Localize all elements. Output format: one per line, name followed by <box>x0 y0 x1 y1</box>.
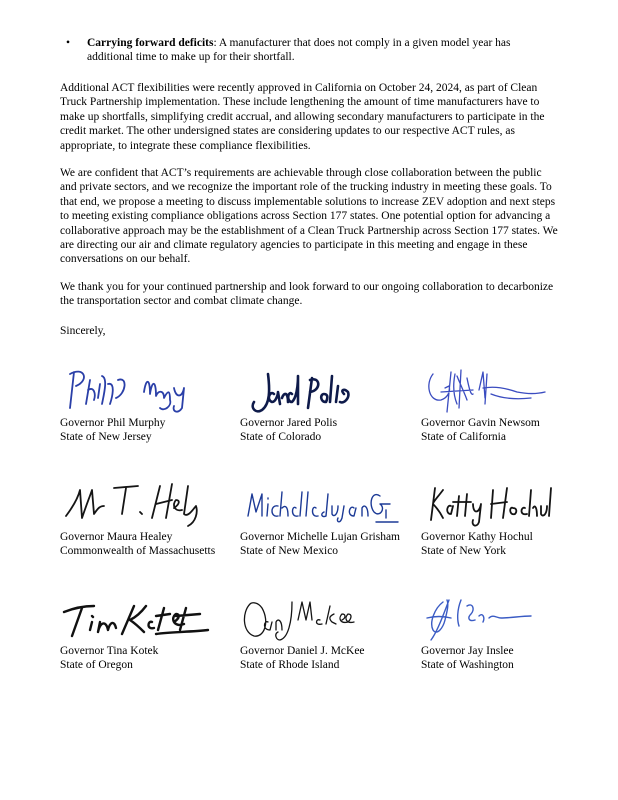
signature-block-kotek <box>60 592 240 673</box>
signatory-name: Governor Maura Healey <box>60 531 173 543</box>
signatory-state: State of Washington <box>421 659 514 672</box>
bullet-body: : A manufacturer that does not comply in a given model year has additional time to make up for their shortfall. <box>87 37 511 63</box>
signature-block-lujan-grisham <box>240 478 420 559</box>
signature-block-murphy <box>60 364 240 445</box>
signature-kotek <box>60 592 220 644</box>
signature-block-newsom <box>421 364 601 445</box>
signature-block-healey <box>60 478 240 559</box>
signatory-name: Governor Gavin Newsom <box>421 417 540 429</box>
signature-healey <box>60 478 200 530</box>
bullet-marker: • <box>66 37 71 49</box>
signatory-state: State of California <box>421 431 506 444</box>
signatory-name: Governor Jay Inslee <box>421 645 514 657</box>
signatory-name: Governor Tina Kotek <box>60 645 159 657</box>
closing: Sincerely, <box>60 325 106 337</box>
signature-murphy <box>60 364 200 416</box>
signature-mckee <box>240 592 380 644</box>
signatory-name: Governor Kathy Hochul <box>421 531 533 543</box>
signatory-state: State of Colorado <box>240 431 322 444</box>
paragraph-flexibilities: Additional ACT flexibilities were recently approved in California on October 24, 2024, as part of Clean Truck Partnership implementation. These include lengthening the amount of time manufacturers have to make up shortfalls, simplifying credit accrual, and allowing secondary manufacturers to participate in the credit market. The other undersigned states are considering updates to our respective ACT rules, as appropriate, to integrate these compliance flexibilities. <box>60 82 545 152</box>
signature-hochul <box>421 478 561 530</box>
signatory-state: State of Oregon <box>60 659 133 672</box>
signatory-state: State of New York <box>421 545 506 558</box>
signature-newsom <box>421 364 561 416</box>
paragraph-proposal: We are confident that ACT’s requirements are achievable through close collaboration between the public and private sectors, and we recognize the important role of the trucking industry in meeting these goals. To that end, we propose a meeting to discuss implementable solutions to increase ZEV adoption and next steps to meeting existing compliance obligations across Section 177 states. One potential option for advancing a collaborative approach may be the establishment of a Clean Truck Partnership across Section 177 states. We are directing our air and climate regulatory agencies to participate in this meeting and engage in these conversations on our behalf. <box>60 167 558 266</box>
paragraph-thanks: We thank you for your continued partnership and look forward to our ongoing collaboration to decarbonize the transportation sector and combat climate change. <box>60 281 554 308</box>
signatory-state: State of New Mexico <box>240 545 339 558</box>
signatory-state: State of Rhode Island <box>240 659 340 672</box>
signature-polis <box>240 364 380 416</box>
signature-lujan-grisham <box>240 478 400 530</box>
signature-block-inslee <box>421 592 601 673</box>
signature-block-mckee <box>240 592 420 673</box>
signature-inslee <box>421 592 561 644</box>
signatory-name: Governor Daniel J. McKee <box>240 645 365 657</box>
bullet-item <box>87 37 549 64</box>
signatory-name: Governor Michelle Lujan Grisham <box>240 531 400 543</box>
signatory-state: State of New Jersey <box>60 431 152 444</box>
signature-block-polis <box>240 364 420 445</box>
signature-block-hochul <box>421 478 601 559</box>
signatory-state: Commonwealth of Massachusetts <box>60 545 216 558</box>
bullet-title: Carrying forward deficits <box>87 37 214 49</box>
signatory-name: Governor Phil Murphy <box>60 417 166 429</box>
signatory-name: Governor Jared Polis <box>240 417 338 429</box>
